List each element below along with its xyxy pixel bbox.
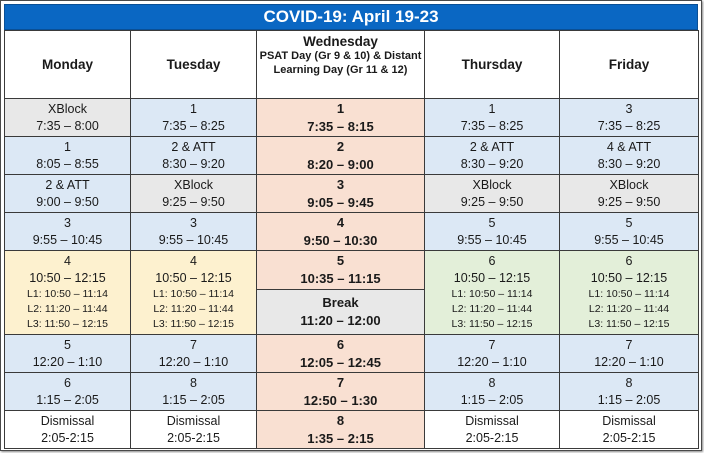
schedule-cell-wed bbox=[257, 373, 425, 411]
block-time: 9:25 – 9:50 bbox=[162, 194, 225, 209]
schedule-cell-wed bbox=[257, 213, 425, 251]
block-label: 7 bbox=[336, 374, 345, 390]
block-time: 7:35 – 8:00 bbox=[36, 118, 99, 133]
block-time: 1:35 – 2:15 bbox=[307, 430, 374, 446]
block-time: 12:20 – 1:10 bbox=[457, 354, 527, 369]
schedule-title: COVID-19: April 19-23 bbox=[4, 4, 698, 30]
block-time: 8:30 – 9:20 bbox=[460, 156, 524, 171]
block-time: 8:05 – 8:55 bbox=[36, 156, 99, 171]
schedule-cell-thu bbox=[425, 213, 560, 251]
block-time: 1:15 – 2:05 bbox=[460, 392, 524, 407]
header-tuesday: Tuesday bbox=[131, 31, 257, 99]
schedule-cell-thu bbox=[425, 137, 560, 175]
schedule-cell-wed bbox=[257, 137, 425, 175]
block-time: 10:50 – 12:15 bbox=[453, 271, 531, 285]
schedule-cell-tue bbox=[131, 373, 257, 411]
lunch-slot: L3: 11:50 – 12:15 bbox=[588, 318, 670, 330]
block-time: 12:20 – 1:10 bbox=[158, 354, 229, 369]
schedule-cell-mon bbox=[5, 175, 131, 213]
lunch-slot: L3: 11:50 – 12:15 bbox=[153, 318, 234, 330]
block-time: 2:05-2:15 bbox=[465, 430, 519, 445]
table-row bbox=[5, 373, 699, 411]
block-time: 12:20 – 1:10 bbox=[594, 354, 664, 369]
lunch-slot: L2: 11:20 – 11:44 bbox=[588, 303, 670, 315]
block-label: 1 bbox=[336, 100, 345, 116]
block-label: Dismissal bbox=[465, 413, 519, 428]
block-time: 2:05-2:15 bbox=[41, 430, 94, 445]
schedule-cell-fri bbox=[560, 137, 699, 175]
block-label: 5 bbox=[625, 215, 633, 230]
block-label: Dismissal bbox=[602, 413, 656, 428]
block-label: XBlock bbox=[609, 177, 649, 192]
block-time: 7:35 – 8:25 bbox=[597, 118, 661, 133]
table-row bbox=[5, 411, 699, 449]
schedule-cell-fri bbox=[560, 213, 699, 251]
schedule-cell-wed bbox=[257, 335, 425, 373]
block-time: 10:50 – 12:15 bbox=[590, 271, 668, 285]
block-label: Dismissal bbox=[166, 413, 221, 428]
block-label: 6 bbox=[625, 254, 633, 268]
header-wednesday bbox=[257, 31, 425, 99]
lunch-slot: L1: 10:50 – 11:14 bbox=[153, 288, 234, 300]
block-time: 1:15 – 2:05 bbox=[597, 392, 661, 407]
block-label: 7 bbox=[190, 337, 197, 352]
schedule-cell-thu bbox=[425, 251, 560, 335]
block-label: 3 bbox=[625, 101, 633, 116]
header-wednesday-label: Wednesday bbox=[303, 34, 378, 49]
schedule-cell-tue bbox=[131, 213, 257, 251]
schedule-cell-wed bbox=[257, 99, 425, 137]
lunch-slot: L3: 11:50 – 12:15 bbox=[27, 318, 108, 330]
block-label: 6 bbox=[488, 254, 496, 268]
schedule-cell-tue bbox=[131, 99, 257, 137]
header-thursday: Thursday bbox=[425, 31, 560, 99]
block-label: Dismissal bbox=[40, 413, 95, 428]
block-time: 12:50 – 1:30 bbox=[303, 392, 378, 408]
block-label: 8 bbox=[488, 375, 496, 390]
block-time: 10:50 – 12:15 bbox=[29, 271, 106, 285]
lunch-slot: L2: 11:20 – 11:44 bbox=[27, 303, 108, 315]
block-label: 8 bbox=[336, 412, 345, 428]
block-label: 7 bbox=[625, 337, 633, 352]
block-label: 2 & ATT bbox=[45, 177, 90, 192]
block-time: 9:25 – 9:50 bbox=[597, 194, 661, 209]
schedule-cell-thu bbox=[425, 411, 560, 449]
block-time: 9:50 – 10:30 bbox=[303, 232, 378, 248]
schedule-cell-tue bbox=[131, 411, 257, 449]
block-label: 6 bbox=[336, 336, 345, 352]
schedule-cell-thu bbox=[425, 99, 560, 137]
header-monday: Monday bbox=[5, 31, 131, 99]
schedule-cell-mon bbox=[5, 99, 131, 137]
block-time: 9:55 – 10:45 bbox=[594, 232, 664, 247]
lunch-slot: L1: 10:50 – 11:14 bbox=[588, 288, 670, 300]
block-label: 3 bbox=[64, 215, 71, 230]
block-label: XBlock bbox=[174, 177, 213, 192]
block-label: 5 bbox=[64, 337, 71, 352]
lunch-slot: L2: 11:20 – 11:44 bbox=[451, 303, 533, 315]
block-label: XBlock bbox=[48, 101, 87, 116]
block-label: 7 bbox=[488, 337, 496, 352]
schedule-cell-thu bbox=[425, 373, 560, 411]
header-friday: Friday bbox=[560, 31, 699, 99]
block-label: 8 bbox=[625, 375, 633, 390]
block-time: 8:20 – 9:00 bbox=[307, 156, 374, 172]
block-label: 8 bbox=[190, 375, 197, 390]
block-time: 9:55 – 10:45 bbox=[457, 232, 527, 247]
block-label: XBlock bbox=[472, 177, 512, 192]
header-row bbox=[5, 31, 699, 99]
block-time: 1:15 – 2:05 bbox=[162, 392, 225, 407]
block-time: 7:35 – 8:15 bbox=[307, 118, 374, 134]
schedule-cell-tue bbox=[131, 251, 257, 335]
lunch-slot: L1: 10:50 – 11:14 bbox=[451, 288, 533, 300]
table-row bbox=[5, 99, 699, 137]
schedule-table bbox=[4, 30, 699, 449]
schedule-cell-mon bbox=[5, 373, 131, 411]
lunch-slot: L2: 11:20 – 11:44 bbox=[153, 303, 234, 315]
block-label: 4 bbox=[64, 254, 71, 268]
block-time: 9:05 – 9:45 bbox=[307, 194, 374, 210]
schedule-cell-thu bbox=[425, 335, 560, 373]
block-label: 4 bbox=[336, 214, 345, 230]
block-label: 1 bbox=[190, 101, 197, 116]
header-wednesday-note: PSAT Day (Gr 9 & 10) & Distant Learning Day (Gr 11 & 12) bbox=[259, 50, 422, 76]
block-label: 5 bbox=[336, 253, 345, 268]
schedule-cell-wed bbox=[257, 411, 425, 449]
table-row bbox=[5, 175, 699, 213]
block-label: 2 & ATT bbox=[469, 139, 515, 154]
block-label: 4 bbox=[190, 254, 197, 268]
block-time: 10:50 – 12:15 bbox=[155, 271, 232, 285]
block-time: 7:35 – 8:25 bbox=[460, 118, 524, 133]
schedule-cell-wed bbox=[257, 251, 425, 290]
block-label: 4 & ATT bbox=[606, 139, 652, 154]
schedule-cell-fri bbox=[560, 335, 699, 373]
block-time: 11:20 – 12:00 bbox=[300, 313, 381, 328]
lunch-slot: L3: 11:50 – 12:15 bbox=[451, 318, 533, 330]
block-label: 2 bbox=[336, 138, 345, 154]
block-time: 9:55 – 10:45 bbox=[158, 232, 229, 247]
schedule-cell-wed bbox=[257, 175, 425, 213]
schedule-cell-fri bbox=[560, 99, 699, 137]
block-time: 12:05 – 12:45 bbox=[300, 354, 381, 370]
table-row bbox=[5, 251, 699, 290]
block-time: 8:30 – 9:20 bbox=[597, 156, 661, 171]
schedule-cell-mon bbox=[5, 411, 131, 449]
table-row bbox=[5, 213, 699, 251]
block-time: 1:15 – 2:05 bbox=[36, 392, 99, 407]
block-label: Break bbox=[322, 295, 359, 310]
block-time: 7:35 – 8:25 bbox=[162, 118, 225, 133]
block-time: 8:30 – 9:20 bbox=[162, 156, 225, 171]
schedule-cell-tue bbox=[131, 137, 257, 175]
schedule-cell-tue bbox=[131, 335, 257, 373]
table-row bbox=[5, 335, 699, 373]
schedule-cell-mon bbox=[5, 335, 131, 373]
schedule-cell-fri bbox=[560, 373, 699, 411]
lunch-slot: L1: 10:50 – 11:14 bbox=[27, 288, 108, 300]
block-label: 5 bbox=[488, 215, 496, 230]
schedule-cell-fri bbox=[560, 175, 699, 213]
block-time: 9:55 – 10:45 bbox=[32, 232, 103, 247]
schedule-cell-mon bbox=[5, 251, 131, 335]
block-time: 2:05-2:15 bbox=[167, 430, 220, 445]
table-row bbox=[5, 137, 699, 175]
block-time: 12:20 – 1:10 bbox=[32, 354, 103, 369]
block-time: 10:35 – 11:15 bbox=[300, 271, 381, 286]
schedule-cell-tue bbox=[131, 175, 257, 213]
block-label: 1 bbox=[64, 139, 71, 154]
block-time: 2:05-2:15 bbox=[602, 430, 656, 445]
schedule-cell-fri bbox=[560, 411, 699, 449]
block-label: 3 bbox=[190, 215, 197, 230]
block-time: 9:25 – 9:50 bbox=[460, 194, 524, 209]
block-label: 1 bbox=[488, 101, 496, 116]
block-label: 3 bbox=[336, 176, 345, 192]
block-label: 6 bbox=[64, 375, 71, 390]
schedule-cell-fri bbox=[560, 251, 699, 335]
schedule-cell-thu bbox=[425, 175, 560, 213]
schedule-cell-wed-break bbox=[257, 290, 425, 335]
block-time: 9:00 – 9:50 bbox=[36, 194, 99, 209]
schedule-cell-mon bbox=[5, 137, 131, 175]
block-label: 2 & ATT bbox=[171, 139, 216, 154]
schedule-cell-mon bbox=[5, 213, 131, 251]
